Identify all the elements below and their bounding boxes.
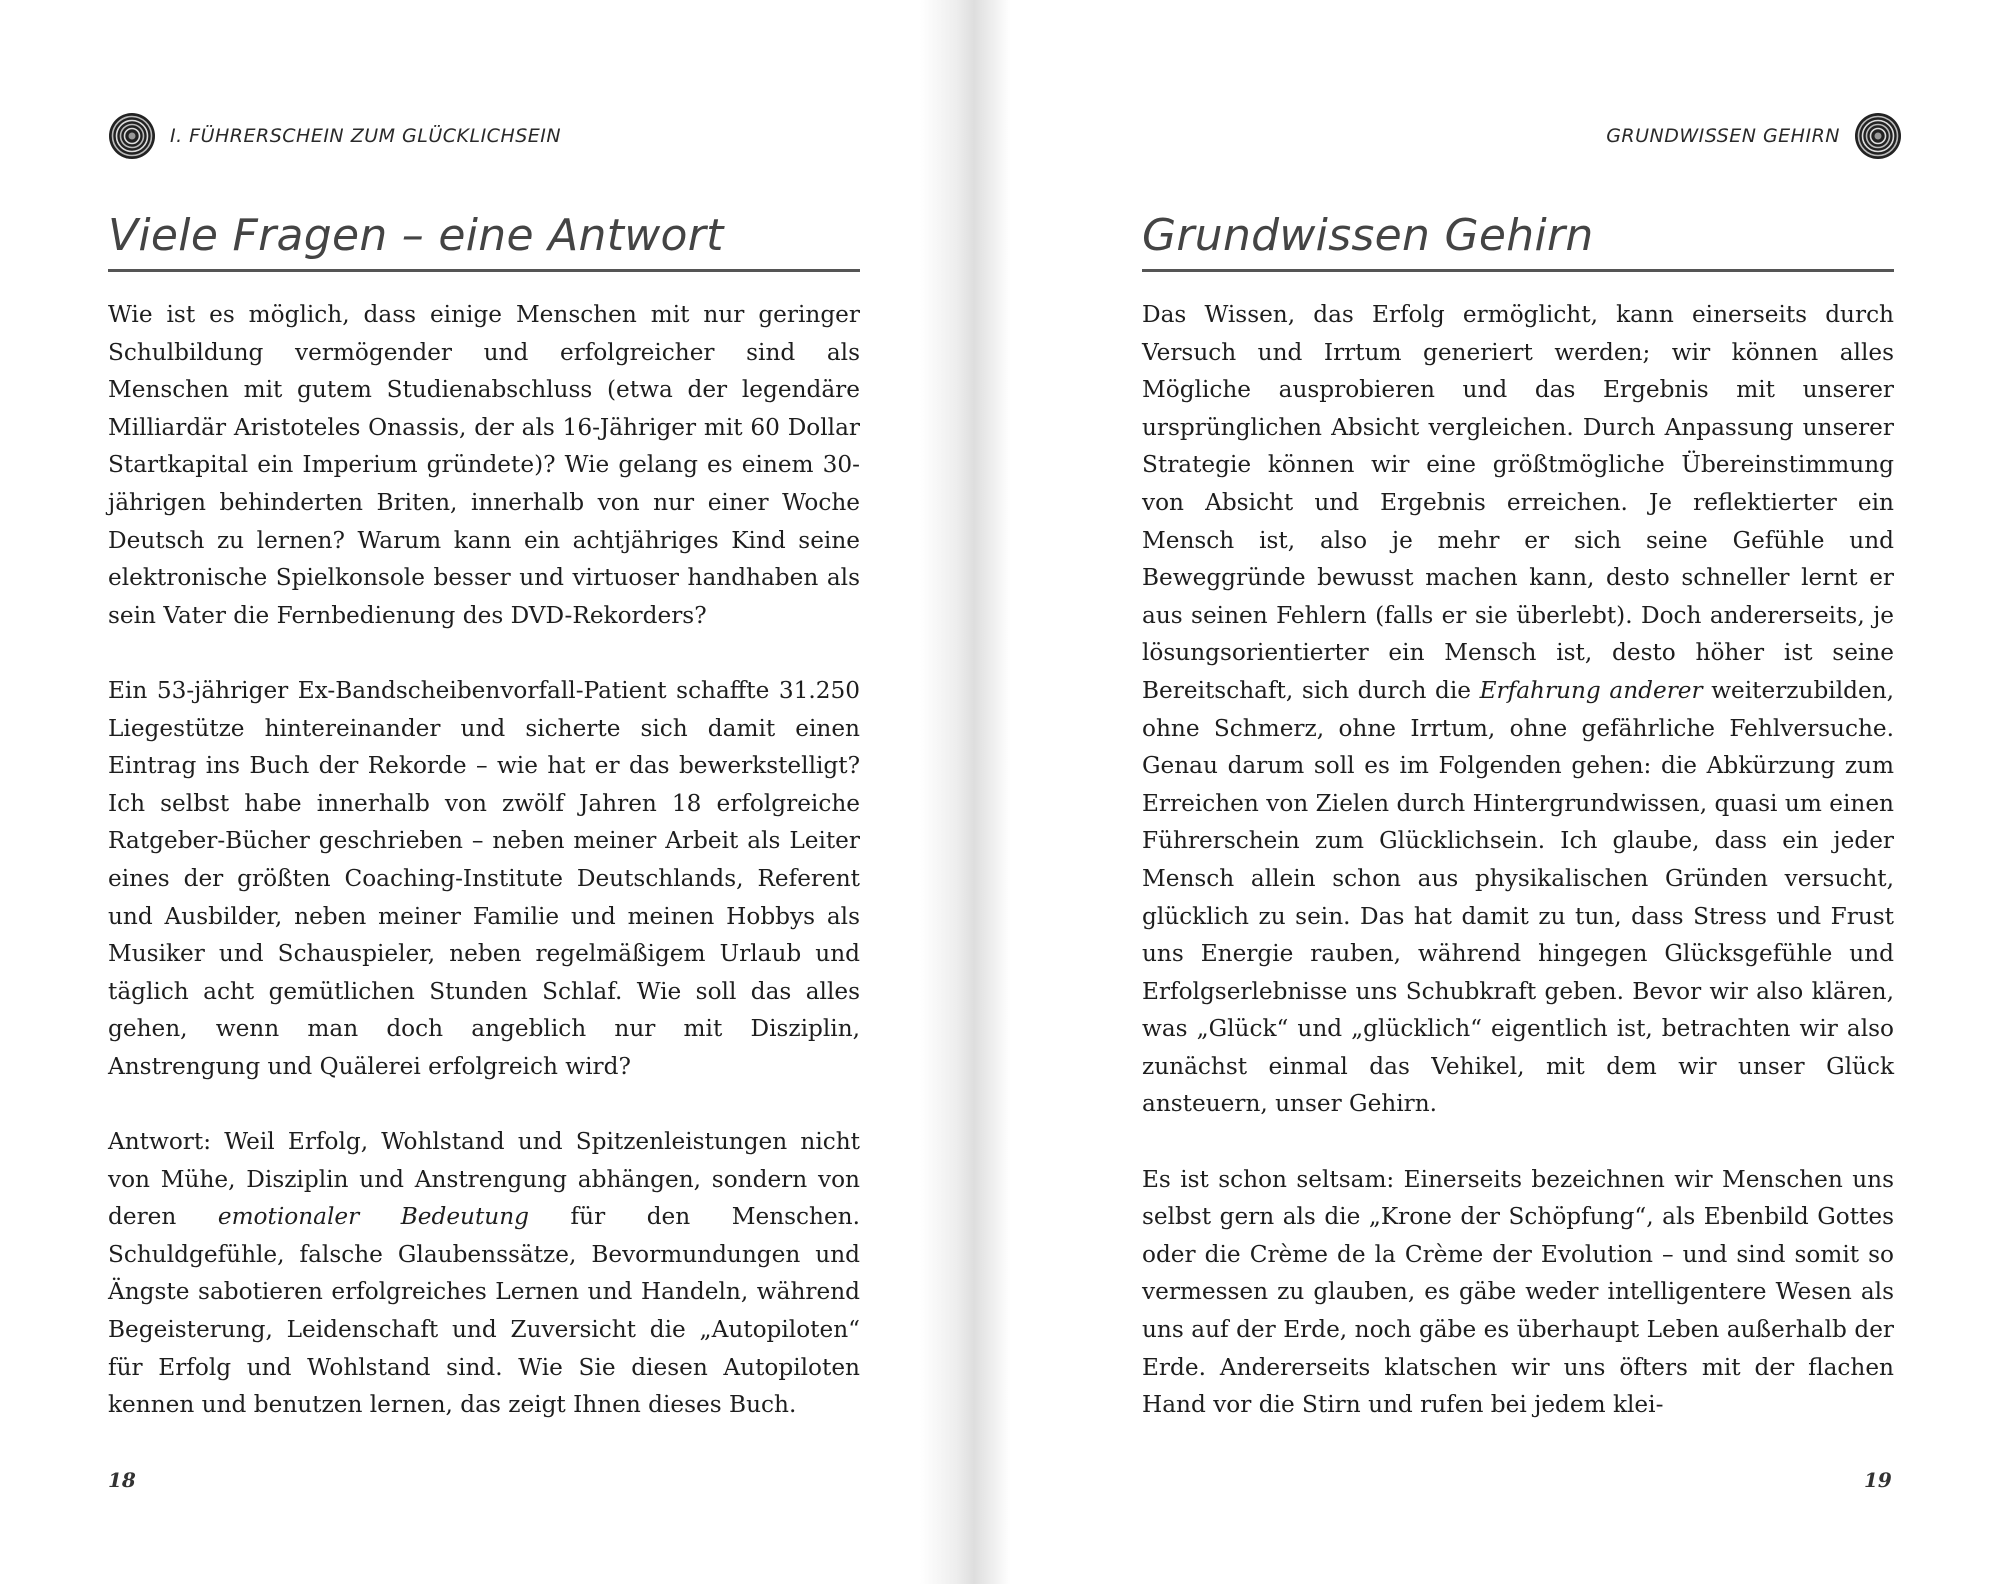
paragraph	[1142, 296, 1894, 1123]
paragraph-segment: für den Menschen. Schuldgefühle, falsche Glaubenssätze, Bevormundungen und Ängste sabotieren erfolgreiches Lernen und Handeln, während Begeisterung, Leidenschaft und Zuversicht die „Autopiloten“ für Erfolg und Wohlstand sind. Wie Sie diesen Autopiloten kennen und benutzen lernen, das zeigt Ihnen dieses Buch.	[108, 1203, 860, 1419]
running-head-text: GRUNDWISSEN GEHIRN	[1606, 125, 1840, 147]
page-number: 19	[1864, 1468, 1892, 1492]
emphasis-text: emotionaler Bedeutung	[217, 1203, 530, 1231]
paragraph: Wie ist es möglich, dass einige Menschen mit nur geringer Schulbildung vermögender und erfolgreicher sind als Menschen mit gutem Studienabschluss (etwa der legendäre Milliardär Aristoteles Onassis, der als 16-Jähriger mit 60 Dollar Startkapital ein Imperium gründete)? Wie gelang es einem 30-jährigen behinderten Briten, innerhalb von nur einer Woche Deutsch zu lernen? Warum kann ein achtjähriges Kind seine elektronische Spielkonsole besser und virtuoser handhaben als sein Vater die Fernbedienung des DVD-Rekorders?	[108, 301, 860, 629]
section-title-text: Viele Fragen – eine Antwort	[108, 210, 724, 261]
paragraph: Ein 53-jähriger Ex-Bandscheibenvorfall-Patient schaffte 31.250 Liegestütze hintereinander und sicherte sich damit einen Eintrag ins Buch der Rekorde – wie hat er das bewerkstelligt? Ich selbst habe innerhalb von zwölf Jahren 18 erfolgreiche Ratgeber-Bücher geschrieben – neben meiner Arbeit als Leiter eines der größten Coaching-Institute Deutschlands, Referent und Ausbilder, neben meiner Familie und meinen Hobbys als Musiker und Schauspieler, neben regelmäßigem Urlaub und täglich acht gemütlichen Stunden Schlaf. Wie soll das alles gehen, wenn man doch angeblich nur mit Disziplin, Anstrengung und Quälerei erfolgreich wird?	[108, 676, 860, 1080]
spiral-icon	[108, 112, 156, 160]
emphasis-text: Erfahrung anderer	[1479, 676, 1703, 704]
running-head-text: I. FÜHRERSCHEIN ZUM GLÜCKLICHSEIN	[170, 125, 562, 147]
body-text	[1142, 296, 1894, 1424]
body-text	[108, 296, 860, 1424]
paragraph-segment: Das Wissen, das Erfolg ermöglicht, kann einerseits durch Versuch und Irrtum generiert werden; wir können alles Mögliche ausprobieren und das Ergebnis mit unserer ursprünglichen Absicht vergleichen. Durch Anpassung unserer Strategie können wir eine größtmögliche Übereinstimmung von Absicht und Ergebnis erreichen. Je reflektierter ein Mensch ist, also je mehr er sich seine Gefühle und Beweggründe bewusst machen kann, desto schneller lernt er aus seinen Fehlern (falls er sie überlebt). Doch andererseits, je lösungsorientierter ein Mensch ist, desto höher ist seine Bereitschaft, sich durch die	[1142, 301, 1894, 704]
paragraph: Es ist schon seltsam: Einerseits bezeichnen wir Menschen uns selbst gern als die „Krone der Schöpfung“, als Ebenbild Gottes oder die Crème de la Crème der Evolution – und sind somit so vermessen zu glauben, es gäbe weder intelligentere Wesen als uns auf der Erde, noch gäbe es überhaupt Leben außerhalb der Erde. Andererseits klatschen wir uns öfters mit der flachen Hand vor die Stirn und rufen bei jedem klei-	[1142, 1165, 1894, 1419]
section-title	[1142, 208, 1894, 272]
paragraph-segment: weiterzubilden, ohne Schmerz, ohne Irrtum, ohne gefährliche Fehlversuche. Genau darum soll es im Folgenden gehen: die Abkürzung zum Erreichen von Zielen durch Hintergrundwissen, quasi um einen Führerschein zum Glücklichsein. Ich glaube, dass ein jeder Mensch allein schon aus physikalischen Gründen versucht, glücklich zu sein. Das hat damit zu tun, dass Stress und Frust uns Energie rauben, während hingegen Glücksgefühle und Erfolgserlebnisse uns Schubkraft geben. Bevor wir also klären, was „Glück“ und „glücklich“ eigentlich ist, betrachten wir also zunächst einmal das Vehikel, mit dem wir unser Glück ansteuern, unser Gehirn.	[1142, 676, 1894, 1118]
left-page	[108, 0, 868, 1584]
running-head-left	[108, 112, 868, 160]
running-head-right	[1142, 112, 1902, 160]
right-page	[1142, 0, 1902, 1584]
book-gutter	[920, 0, 1010, 1584]
paragraph-segment: Antwort: Weil Erfolg, Wohlstand und Spitzenleistungen nicht von Mühe, Disziplin und Anstrengung abhängen, sondern von deren	[108, 1128, 860, 1231]
paragraph	[108, 1123, 860, 1424]
spiral-icon	[1854, 112, 1902, 160]
page-number: 18	[108, 1468, 136, 1492]
section-title	[108, 208, 860, 272]
section-title-text: Grundwissen Gehirn	[1142, 210, 1594, 261]
